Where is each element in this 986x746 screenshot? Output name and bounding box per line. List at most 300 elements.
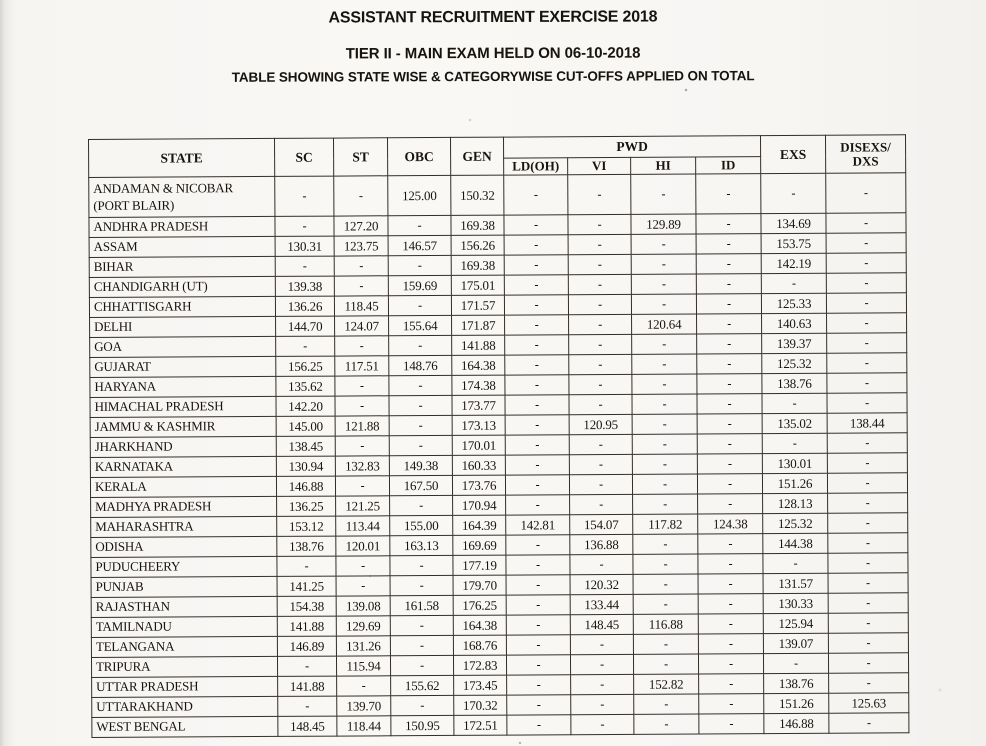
obc-cell: -: [390, 655, 453, 675]
gen-cell: 175.01: [451, 275, 504, 295]
ld_oh-cell: 142.81: [506, 515, 570, 535]
vi-cell: 120.95: [569, 414, 632, 434]
col-header-hi: HI: [631, 157, 696, 174]
gen-cell: 169.38: [451, 215, 504, 235]
id-cell: -: [699, 674, 764, 694]
cutoff-table-container: [88, 134, 909, 738]
hi-cell: -: [632, 354, 697, 374]
state-cell: PUNJAB: [91, 576, 277, 597]
col-header-disexs-line2: DXS: [852, 152, 879, 169]
ld_oh-cell: -: [505, 475, 569, 495]
state-cell: HARYANA: [90, 376, 276, 397]
exs-cell: 130.01: [762, 453, 827, 473]
ld_oh-cell: -: [505, 415, 569, 435]
hi-cell: -: [632, 454, 697, 474]
st-cell: 117.51: [335, 356, 389, 376]
col-header-st: ST: [333, 138, 387, 176]
vi-cell: -: [569, 454, 632, 474]
state-cell: RAJASTHAN: [91, 596, 277, 617]
gen-cell: 169.38: [451, 255, 504, 275]
gen-cell: 150.32: [451, 175, 504, 215]
obc-cell: -: [390, 495, 453, 515]
state-cell: MADHYA PRADESH: [91, 496, 277, 517]
state-cell: UTTAR PRADESH: [92, 676, 278, 697]
id-cell: -: [697, 474, 762, 494]
disexs-cell: -: [828, 633, 908, 653]
exs-cell: 151.26: [764, 693, 829, 713]
vi-cell: -: [569, 314, 632, 334]
sc-cell: 130.94: [276, 456, 335, 476]
ld_oh-cell: -: [506, 615, 570, 635]
sc-cell: 138.76: [277, 536, 336, 556]
sc-cell: 154.38: [277, 596, 336, 616]
st-cell: -: [335, 376, 389, 396]
id-cell: -: [696, 214, 761, 234]
ld_oh-cell: -: [505, 455, 569, 475]
st-cell: 113.44: [336, 516, 390, 536]
hi-cell: -: [632, 394, 697, 414]
gen-cell: 173.45: [454, 675, 507, 695]
st-cell: 115.94: [336, 656, 390, 676]
st-cell: 118.44: [337, 716, 391, 736]
exs-cell: -: [763, 653, 828, 673]
exs-cell: 128.13: [763, 493, 828, 513]
exs-cell: 125.94: [763, 613, 828, 633]
ld_oh-cell: -: [506, 555, 570, 575]
obc-cell: -: [388, 295, 451, 315]
vi-cell: 148.45: [570, 614, 633, 634]
gen-cell: 170.32: [454, 695, 507, 715]
sc-cell: 146.89: [277, 636, 336, 656]
st-cell: -: [335, 396, 389, 416]
disexs-cell: -: [828, 573, 908, 593]
ld_oh-cell: -: [506, 575, 570, 595]
disexs-cell: -: [827, 473, 907, 493]
ld_oh-cell: -: [505, 435, 569, 455]
ld_oh-cell: -: [505, 395, 569, 415]
col-header-id: ID: [696, 157, 761, 174]
vi-cell: 133.44: [570, 594, 633, 614]
id-cell: -: [697, 414, 762, 434]
disexs-cell: -: [827, 353, 907, 373]
st-cell: 120.01: [336, 536, 390, 556]
sc-cell: 156.25: [276, 356, 335, 376]
gen-cell: 141.88: [452, 335, 505, 355]
state-cell: ANDHRA PRADESH: [89, 216, 275, 237]
state-cell: HIMACHAL PRADESH: [90, 396, 276, 417]
disexs-cell: -: [828, 613, 908, 633]
id-cell: -: [696, 234, 761, 254]
state-cell: MAHARASHTRA: [91, 516, 277, 537]
ld_oh-cell: -: [506, 635, 570, 655]
vi-cell: -: [568, 214, 631, 234]
st-cell: 121.88: [335, 416, 389, 436]
obc-cell: 155.00: [390, 515, 453, 535]
disexs-cell: -: [827, 433, 907, 453]
gen-cell: 173.13: [452, 415, 505, 435]
exs-cell: 140.63: [762, 313, 827, 333]
vi-cell: -: [571, 694, 634, 714]
disexs-cell: -: [827, 393, 907, 413]
vi-cell: -: [569, 394, 632, 414]
st-cell: 139.70: [337, 696, 391, 716]
hi-cell: -: [633, 634, 698, 654]
obc-cell: -: [391, 695, 454, 715]
disexs-cell: -: [828, 593, 908, 613]
sc-cell: 138.45: [276, 436, 335, 456]
hi-cell: -: [632, 434, 697, 454]
st-cell: 121.25: [336, 496, 390, 516]
sc-cell: -: [275, 256, 334, 276]
hi-cell: -: [631, 174, 696, 214]
disexs-cell: 138.44: [827, 413, 907, 433]
st-cell: -: [337, 676, 391, 696]
sc-cell: 153.12: [277, 516, 336, 536]
ld_oh-cell: -: [506, 655, 570, 675]
gen-cell: 171.57: [451, 295, 504, 315]
id-cell: -: [697, 374, 762, 394]
st-cell: -: [335, 436, 389, 456]
disexs-cell: -: [829, 673, 909, 693]
hi-cell: -: [633, 534, 698, 554]
state-cell: CHHATTISGARH: [89, 296, 275, 317]
hi-cell: -: [634, 714, 699, 734]
ld_oh-cell: -: [504, 235, 568, 255]
vi-cell: -: [568, 294, 631, 314]
sc-cell: 145.00: [276, 416, 335, 436]
ld_oh-cell: -: [504, 175, 568, 215]
state-cell: ANDAMAN & NICOBAR (PORT BLAIR): [89, 176, 275, 217]
hi-cell: -: [632, 474, 697, 494]
state-cell: UTTARAKHAND: [92, 696, 278, 717]
obc-cell: -: [390, 635, 453, 655]
ld_oh-cell: -: [507, 695, 571, 715]
disexs-cell: -: [828, 553, 908, 573]
ld_oh-cell: -: [504, 255, 568, 275]
id-cell: -: [697, 394, 762, 414]
obc-cell: 161.58: [390, 595, 453, 615]
vi-cell: -: [568, 174, 631, 214]
id-cell: -: [696, 294, 761, 314]
sc-cell: -: [276, 336, 335, 356]
exs-cell: 125.32: [763, 513, 828, 533]
disexs-cell: -: [826, 173, 906, 213]
exs-cell: 125.33: [761, 293, 826, 313]
st-cell: -: [335, 336, 389, 356]
gen-cell: 176.25: [453, 595, 506, 615]
obc-cell: 155.62: [391, 675, 454, 695]
state-cell: GUJARAT: [90, 356, 276, 377]
hi-cell: -: [634, 694, 699, 714]
table-body: [89, 173, 909, 738]
sc-cell: -: [275, 176, 334, 216]
table-caption: TABLE SHOWING STATE WISE & CATEGORYWISE CUT-OFFS APPLIED ON TOTAL: [231, 68, 755, 85]
sc-cell: -: [277, 556, 336, 576]
id-cell: -: [697, 434, 762, 454]
obc-cell: 155.64: [389, 315, 452, 335]
disexs-cell: -: [826, 293, 906, 313]
exs-cell: -: [763, 553, 828, 573]
gen-cell: 179.70: [453, 575, 506, 595]
sc-cell: 148.45: [278, 716, 337, 736]
gen-cell: 177.19: [453, 555, 506, 575]
st-cell: -: [336, 556, 390, 576]
st-cell: 131.26: [336, 636, 390, 656]
obc-cell: -: [389, 435, 452, 455]
hi-cell: -: [631, 254, 696, 274]
gen-cell: 169.69: [453, 535, 506, 555]
disexs-cell: -: [828, 493, 908, 513]
sc-cell: 144.70: [276, 316, 335, 336]
col-header-ld-oh: LD(OH): [504, 158, 568, 175]
exs-cell: 130.33: [763, 593, 828, 613]
gen-cell: 172.51: [454, 715, 507, 735]
id-cell: -: [697, 354, 762, 374]
id-cell: -: [698, 494, 763, 514]
gen-cell: 173.76: [452, 475, 505, 495]
obc-cell: 125.00: [388, 175, 451, 215]
id-cell: -: [697, 454, 762, 474]
sc-cell: 130.31: [275, 236, 334, 256]
obc-cell: 163.13: [390, 535, 453, 555]
col-header-pwd: PWD: [503, 136, 760, 158]
disexs-cell: -: [828, 513, 908, 533]
obc-cell: 148.76: [389, 355, 452, 375]
obc-cell: 146.57: [388, 235, 451, 255]
sc-cell: 146.88: [276, 476, 335, 496]
exs-cell: 144.38: [763, 533, 828, 553]
gen-cell: 164.39: [453, 515, 506, 535]
vi-cell: -: [569, 474, 632, 494]
exs-cell: -: [762, 433, 827, 453]
exs-cell: -: [762, 393, 827, 413]
disexs-cell: -: [827, 453, 907, 473]
id-cell: -: [696, 274, 761, 294]
ld_oh-cell: -: [506, 535, 570, 555]
col-header-obc: OBC: [387, 137, 450, 175]
id-cell: -: [696, 174, 761, 214]
id-cell: -: [698, 654, 763, 674]
vi-cell: -: [571, 714, 634, 734]
exs-cell: 135.02: [762, 413, 827, 433]
st-cell: 127.20: [334, 216, 388, 236]
id-cell: -: [698, 574, 763, 594]
hi-cell: 129.89: [631, 214, 696, 234]
exs-cell: 153.75: [761, 233, 826, 253]
hi-cell: 116.88: [633, 614, 698, 634]
hi-cell: -: [632, 374, 697, 394]
obc-cell: 149.38: [389, 455, 452, 475]
id-cell: -: [696, 254, 761, 274]
sc-cell: -: [275, 216, 334, 236]
vi-cell: -: [569, 354, 632, 374]
gen-cell: 171.87: [452, 315, 505, 335]
table-row: [92, 713, 909, 738]
disexs-cell: 125.63: [829, 693, 909, 713]
document-title: ASSISTANT RECRUITMENT EXERCISE 2018: [328, 8, 658, 27]
obc-cell: -: [388, 215, 451, 235]
state-cell: DELHI: [90, 316, 276, 337]
disexs-cell: -: [826, 253, 906, 273]
state-cell: JAMMU & KASHMIR: [90, 416, 276, 437]
st-cell: -: [334, 276, 388, 296]
table-header: [89, 135, 906, 178]
exs-cell: 125.32: [762, 353, 827, 373]
ld_oh-cell: -: [505, 315, 569, 335]
col-header-disexs-line1: DISEXS/: [840, 139, 891, 155]
ld_oh-cell: -: [505, 375, 569, 395]
gen-cell: 174.38: [452, 375, 505, 395]
st-cell: 118.45: [334, 296, 388, 316]
id-cell: -: [698, 534, 763, 554]
obc-cell: -: [390, 555, 453, 575]
exs-cell: 138.76: [764, 673, 829, 693]
hi-cell: -: [633, 494, 698, 514]
exs-cell: 146.88: [764, 713, 829, 733]
sc-cell: 141.88: [277, 616, 336, 636]
st-cell: -: [336, 576, 390, 596]
disexs-cell: -: [827, 333, 907, 353]
vi-cell: -: [568, 274, 631, 294]
hi-cell: -: [633, 554, 698, 574]
obc-cell: 150.95: [391, 715, 454, 735]
ld_oh-cell: -: [507, 715, 571, 735]
state-cell: ASSAM: [89, 236, 275, 257]
sc-cell: 139.38: [275, 276, 334, 296]
disexs-cell: -: [827, 313, 907, 333]
state-cell: ODISHA: [91, 536, 277, 557]
hi-cell: -: [631, 234, 696, 254]
exs-cell: -: [761, 273, 826, 293]
vi-cell: -: [568, 254, 631, 274]
id-cell: -: [698, 614, 763, 634]
exs-cell: 139.07: [763, 633, 828, 653]
vi-cell: -: [569, 374, 632, 394]
st-cell: 123.75: [334, 236, 388, 256]
sc-cell: -: [278, 696, 337, 716]
disexs-cell: -: [828, 653, 908, 673]
id-cell: -: [698, 594, 763, 614]
hi-cell: -: [633, 654, 698, 674]
sc-cell: 136.26: [275, 296, 334, 316]
vi-cell: 120.32: [570, 574, 633, 594]
vi-cell: 154.07: [570, 514, 633, 534]
sc-cell: 141.88: [278, 676, 337, 696]
sc-cell: 141.25: [277, 576, 336, 596]
gen-cell: 164.38: [452, 355, 505, 375]
state-cell: TELANGANA: [91, 636, 277, 657]
obc-cell: -: [389, 395, 452, 415]
id-cell: 124.38: [698, 514, 763, 534]
col-header-disexs: [825, 135, 905, 173]
hi-cell: -: [632, 414, 697, 434]
vi-cell: -: [571, 674, 634, 694]
id-cell: -: [697, 334, 762, 354]
exs-cell: -: [761, 173, 826, 213]
obc-cell: -: [389, 375, 452, 395]
st-cell: 139.08: [336, 596, 390, 616]
gen-cell: 173.77: [452, 395, 505, 415]
hi-cell: -: [632, 334, 697, 354]
gen-cell: 170.94: [453, 495, 506, 515]
obc-cell: -: [390, 615, 453, 635]
ld_oh-cell: -: [505, 335, 569, 355]
hi-cell: -: [633, 594, 698, 614]
ld_oh-cell: -: [504, 295, 568, 315]
sc-cell: 135.62: [276, 376, 335, 396]
exam-subtitle: TIER II - MAIN EXAM HELD ON 06-10-2018: [345, 44, 641, 63]
sc-cell: 136.25: [277, 496, 336, 516]
vi-cell: -: [570, 634, 633, 654]
exs-cell: 134.69: [761, 213, 826, 233]
ld_oh-cell: -: [504, 215, 568, 235]
state-cell: JHARKHAND: [90, 436, 276, 457]
obc-cell: -: [388, 255, 451, 275]
disexs-cell: -: [827, 373, 907, 393]
state-cell: KERALA: [90, 476, 276, 497]
exs-cell: 131.57: [763, 573, 828, 593]
col-header-vi: VI: [568, 157, 631, 174]
table-row: [89, 173, 906, 218]
gen-cell: 168.76: [453, 635, 506, 655]
obc-cell: 167.50: [389, 475, 452, 495]
vi-cell: -: [570, 494, 633, 514]
state-cell: PUDUCHEERY: [91, 556, 277, 577]
disexs-cell: -: [826, 273, 906, 293]
hi-cell: 152.82: [634, 674, 699, 694]
ld_oh-cell: -: [504, 275, 568, 295]
sc-cell: 142.20: [276, 396, 335, 416]
ld_oh-cell: -: [506, 595, 570, 615]
gen-cell: 172.83: [453, 655, 506, 675]
vi-cell: -: [569, 434, 632, 454]
sc-cell: -: [277, 656, 336, 676]
state-cell: TAMILNADU: [91, 616, 277, 637]
id-cell: -: [698, 554, 763, 574]
vi-cell: -: [569, 334, 632, 354]
disexs-cell: -: [828, 533, 908, 553]
hi-cell: -: [631, 294, 696, 314]
col-header-state: STATE: [89, 138, 275, 177]
id-cell: -: [699, 694, 764, 714]
disexs-cell: -: [826, 213, 906, 233]
document-header: [0, 0, 986, 86]
vi-cell: -: [568, 234, 631, 254]
col-header-gen: GEN: [450, 137, 503, 175]
exs-cell: 138.76: [762, 373, 827, 393]
state-cell: TRIPURA: [91, 656, 277, 677]
obc-cell: -: [389, 335, 452, 355]
state-cell: GOA: [90, 336, 276, 357]
state-cell: KARNATAKA: [90, 456, 276, 477]
hi-cell: -: [631, 274, 696, 294]
col-header-exs: EXS: [760, 135, 825, 173]
disexs-cell: -: [826, 233, 906, 253]
gen-cell: 164.38: [453, 615, 506, 635]
st-cell: 129.69: [336, 616, 390, 636]
exs-cell: 142.19: [761, 253, 826, 273]
vi-cell: -: [570, 654, 633, 674]
obc-cell: -: [389, 415, 452, 435]
st-cell: -: [334, 176, 388, 216]
st-cell: 124.07: [335, 316, 389, 336]
obc-cell: -: [390, 575, 453, 595]
ld_oh-cell: -: [506, 495, 570, 515]
ld_oh-cell: -: [507, 675, 571, 695]
hi-cell: 120.64: [632, 314, 697, 334]
state-cell: CHANDIGARH (UT): [89, 276, 275, 297]
disexs-cell: -: [829, 713, 909, 733]
